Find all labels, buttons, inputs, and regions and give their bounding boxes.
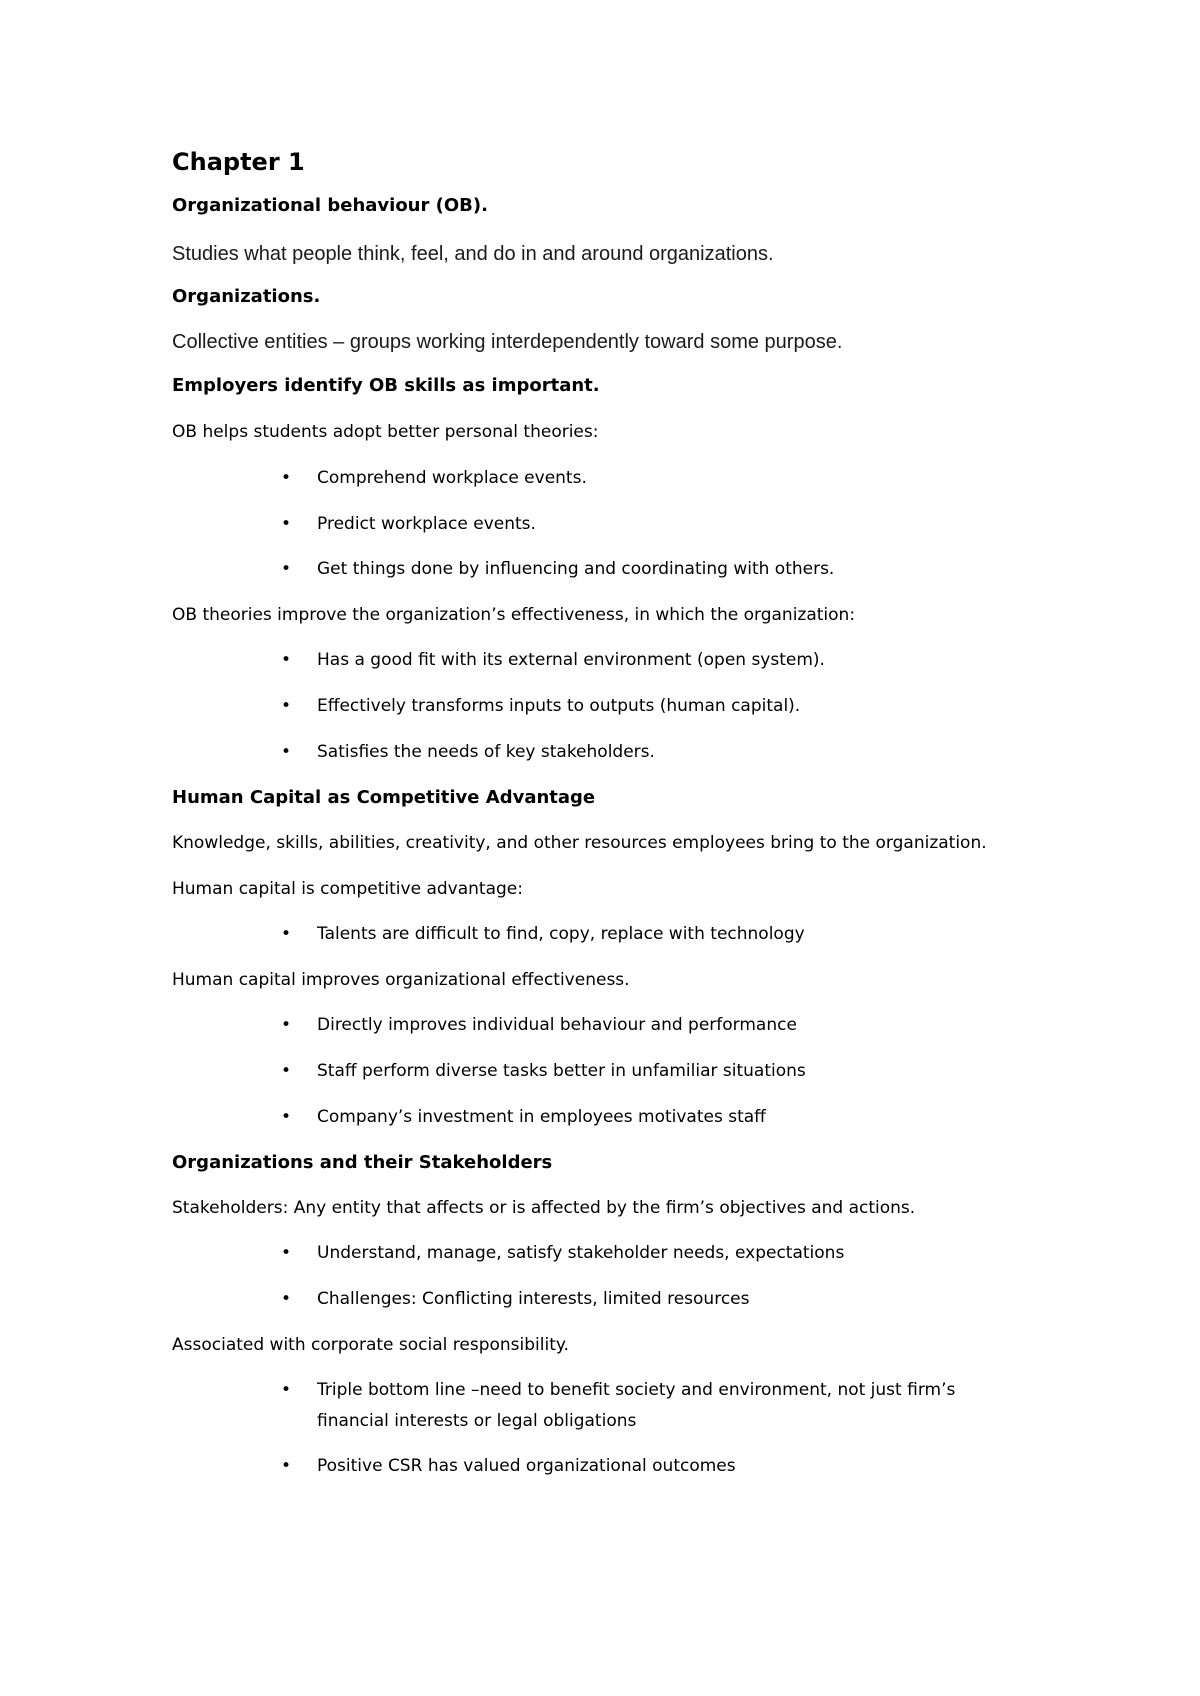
paragraph-ob-theories: OB theories improve the organization’s effectiveness, in which the organization: — [172, 605, 856, 625]
list-item: Has a good fit with its external environment (open system). — [317, 650, 825, 670]
bullet-marker: • — [281, 696, 292, 716]
chapter-title: Chapter 1 — [172, 148, 305, 176]
paragraph-ob-helps: OB helps students adopt better personal theories: — [172, 422, 599, 442]
list-item: Talents are difficult to find, copy, replace with technology — [317, 924, 805, 944]
bullet-marker: • — [281, 1243, 292, 1263]
list-item: Directly improves individual behaviour and performance — [317, 1015, 797, 1035]
paragraph-hc-effectiveness: Human capital improves organizational effectiveness. — [172, 970, 630, 990]
ob-definition: Studies what people think, feel, and do in and around organizations. — [172, 243, 774, 265]
heading-organizations: Organizations. — [172, 286, 321, 307]
heading-employers: Employers identify OB skills as important. — [172, 375, 600, 396]
bullet-marker: • — [281, 1456, 292, 1476]
bullet-marker: • — [281, 468, 292, 488]
list-item: Effectively transforms inputs to outputs (human capital). — [317, 696, 801, 716]
organizations-definition: Collective entities – groups working interdependently toward some purpose. — [172, 331, 843, 353]
list-item: Challenges: Conflicting interests, limited resources — [317, 1289, 750, 1309]
list-item: Company’s investment in employees motivates staff — [317, 1107, 766, 1127]
list-item: Predict workplace events. — [317, 514, 536, 534]
bullet-marker: • — [281, 742, 292, 762]
list-item: Satisfies the needs of key stakeholders. — [317, 742, 655, 762]
bullet-marker: • — [281, 1380, 292, 1400]
paragraph-stakeholders-definition: Stakeholders: Any entity that affects or is affected by the firm’s objectives and actions. — [172, 1198, 916, 1218]
bullet-marker: • — [281, 1015, 292, 1035]
heading-human-capital: Human Capital as Competitive Advantage — [172, 787, 596, 808]
list-item: Comprehend workplace events. — [317, 468, 587, 488]
list-item: Understand, manage, satisfy stakeholder needs, expectations — [317, 1243, 845, 1263]
bullet-marker: • — [281, 1289, 292, 1309]
list-item: Triple bottom line –need to benefit society and environment, not just firm’s — [317, 1380, 956, 1400]
paragraph-csr: Associated with corporate social responsibility. — [172, 1335, 569, 1355]
bullet-marker: • — [281, 559, 292, 579]
list-item: Get things done by influencing and coordinating with others. — [317, 559, 835, 579]
heading-ob: Organizational behaviour (OB). — [172, 195, 488, 216]
paragraph-knowledge: Knowledge, skills, abilities, creativity, and other resources employees bring to the organization. — [172, 833, 987, 853]
heading-stakeholders: Organizations and their Stakeholders — [172, 1152, 553, 1173]
list-item: Staff perform diverse tasks better in unfamiliar situations — [317, 1061, 806, 1081]
bullet-marker: • — [281, 924, 292, 944]
bullet-marker: • — [281, 650, 292, 670]
paragraph-hc-advantage: Human capital is competitive advantage: — [172, 879, 523, 899]
list-item-continuation: financial interests or legal obligations — [317, 1411, 637, 1431]
bullet-marker: • — [281, 1061, 292, 1081]
bullet-marker: • — [281, 514, 292, 534]
list-item: Positive CSR has valued organizational outcomes — [317, 1456, 736, 1476]
bullet-marker: • — [281, 1107, 292, 1127]
